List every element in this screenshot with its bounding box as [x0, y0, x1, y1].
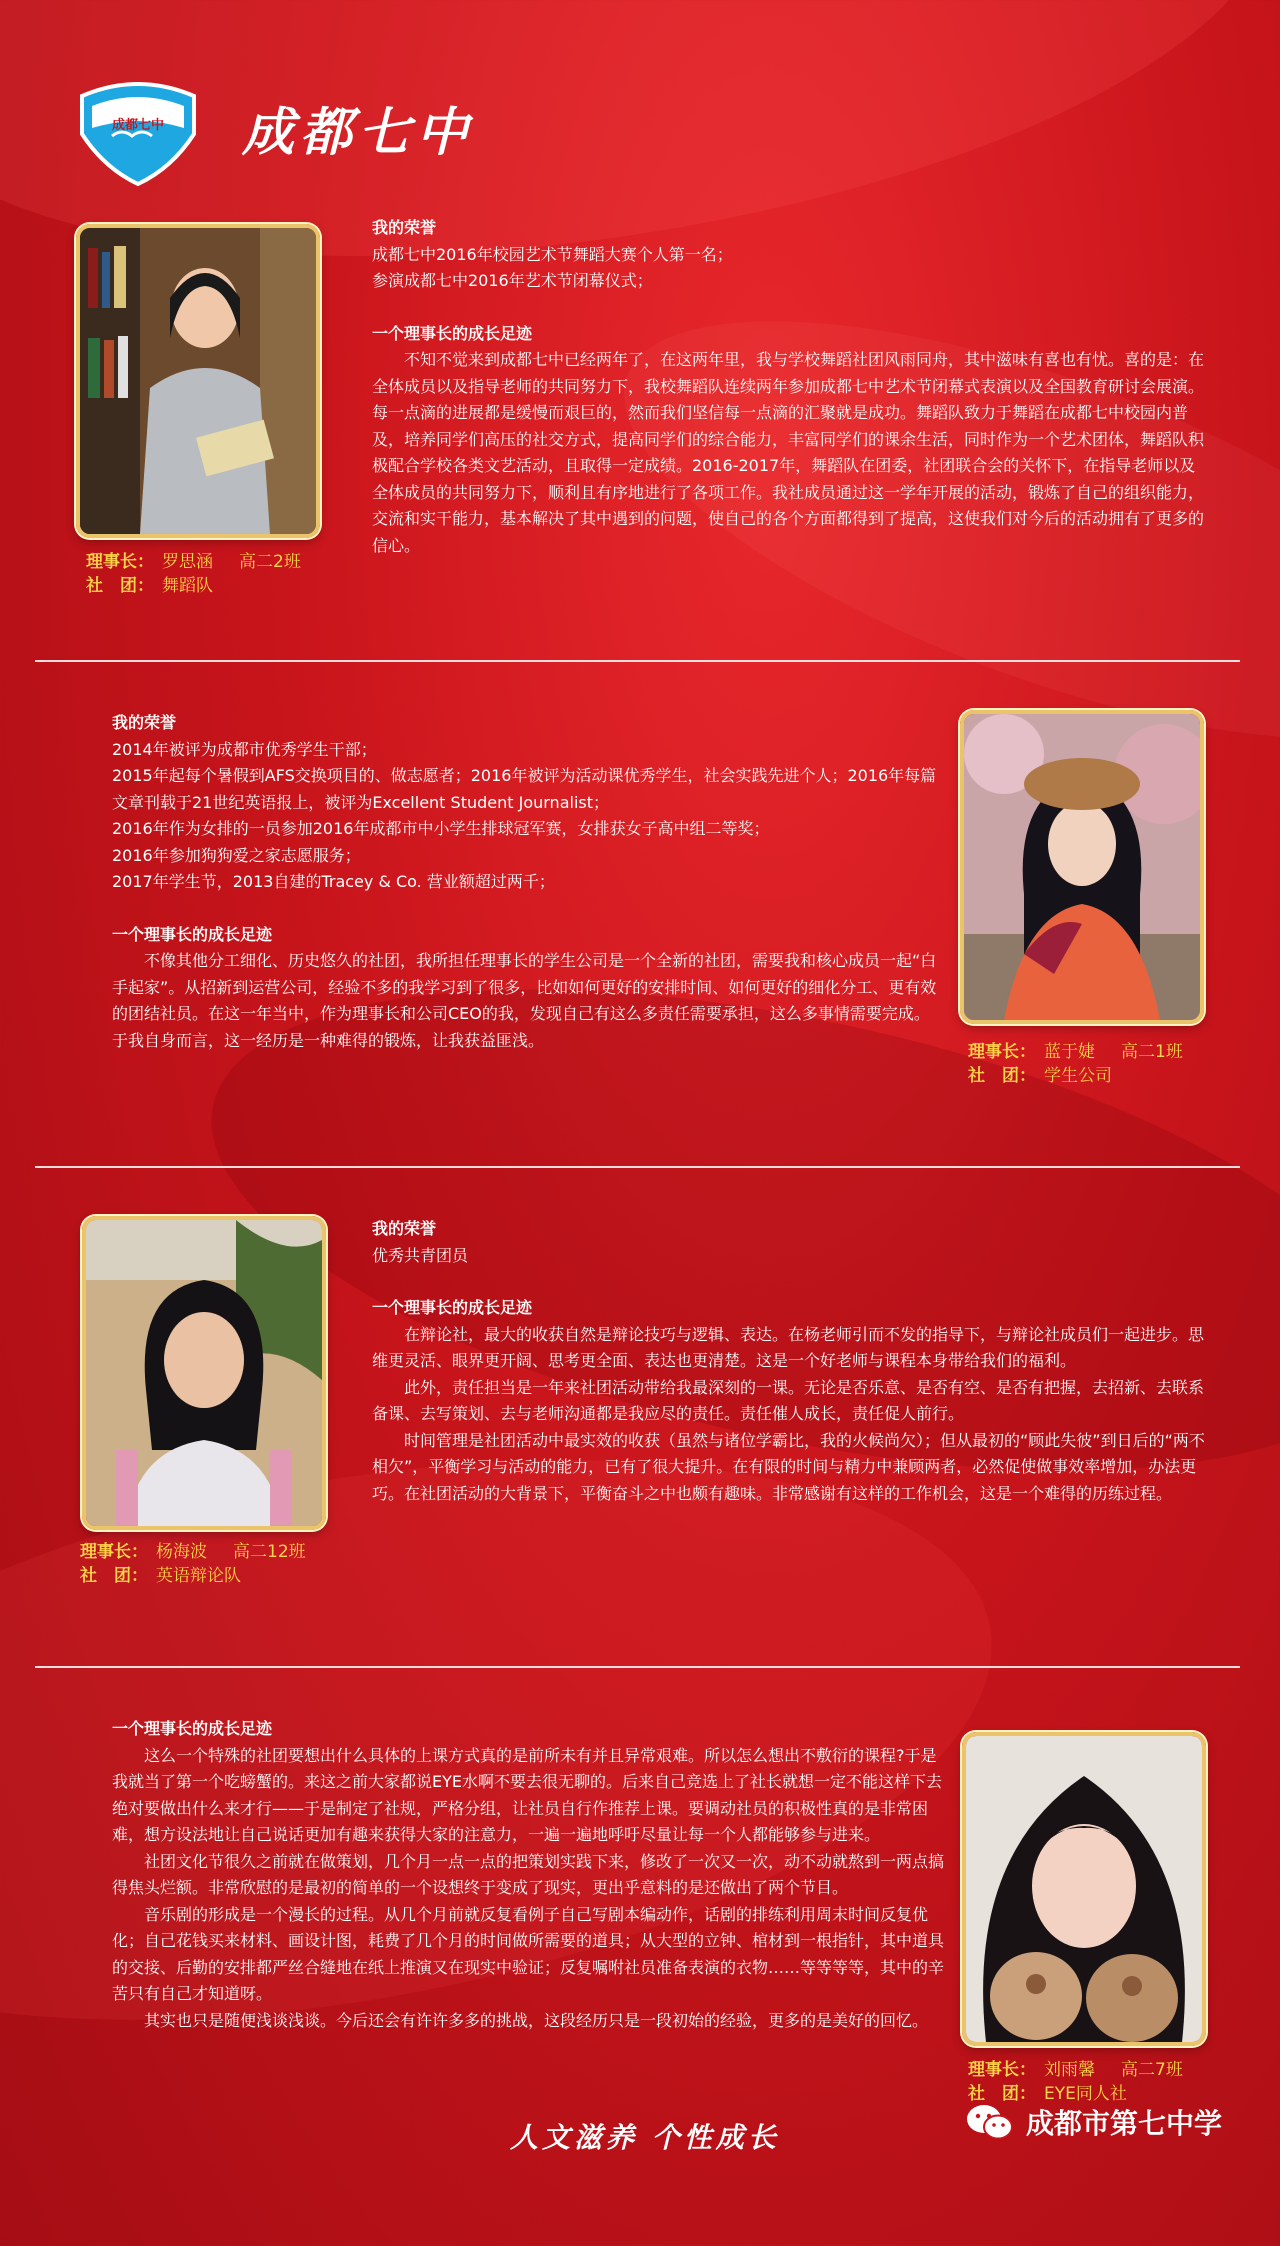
divider: [35, 1166, 1240, 1168]
leader-class: 高二1班: [1121, 1042, 1183, 1062]
leader-name: 杨海波: [156, 1542, 207, 1562]
photo-luo-sihan: [76, 224, 320, 538]
growth-paragraph: 音乐剧的形成是一个漫长的过程。从几个月前就反复看例子自己写剧本编动作，话剧的排练利用周末时间反复优化；自己花钱买来材料、画设计图，耗费了几个月的时间做所需要的道具；从大型的立钟、棺材到一根指针，其中道具的交接、后勤的安排都严丝合缝地在纸上推演又在现实中验证；反复嘱咐社员准备表演的衣物……等等等等，其中的辛苦只有自己才知道呀。: [112, 1904, 945, 2003]
honors-title: 我的荣誉: [372, 218, 437, 237]
brand-name: 成都市第七中学: [1026, 2107, 1223, 2140]
club-label: 社 团：: [80, 1566, 148, 1586]
leader-label: 理事长：: [968, 1042, 1036, 1062]
footer-brand: [964, 2092, 1222, 2152]
honor-item: 2017年学生节，2013自建的Tracey & Co. 营业额超过两千；: [112, 872, 555, 891]
growth-paragraph: 这么一个特殊的社团要想出什么具体的上课方式真的是前所未有并且异常艰难。所以怎么想出不敷衍的课程?于是我就当了第一个吃螃蟹的。来这之前大家都说EYE水啊不要去很无聊的。后来自己竞选上了社长就想一定不能这样下去绝对要做出什么来才行——于是制定了社规，严格分组，让社员自行作推荐上课。要调动社员的积极性真的是非常困难，想方设法地让自己说话更加有趣来获得大家的注意力，一遍一遍地呼吁尽量让每一个人都能够参与进来。: [112, 1745, 942, 1844]
growth-title: 一个理事长的成长足迹: [112, 1719, 273, 1738]
honor-item: 2015年起每个暑假到AFS交换项目的、做志愿者；2016年被评为活动课优秀学生，社会实践先进个人；2016年每篇文章刊载于21世纪英语报上，被评为Excellent Student Journalist；: [112, 766, 937, 812]
caption-section-2: [968, 1040, 1183, 1088]
section-2-text: [112, 710, 944, 1054]
honor-item: 2016年参加狗狗爱之家志愿服务；: [112, 845, 361, 865]
leader-label: 理事长：: [968, 2060, 1036, 2080]
club-label: 社 团：: [968, 1066, 1036, 1086]
leader-label: 理事长：: [80, 1542, 148, 1562]
growth-paragraph: 不像其他分工细化、历史悠久的社团，我所担任理事长的学生公司是一个全新的社团，需要我和核心成员一起“白手起家”。从招新到运营公司，经验不多的我学习到了很多，比如如何更好的安排时间、如何更好的细化分工、更有效的团结社员。在这一年当中，作为理事长和公司CEO的我，发现自己有这么多责任需要承担，这么多事情需要完成。于我自身而言，这一经历是一种难得的锻炼，让我获益匪浅。: [112, 951, 937, 1050]
club-name: 学生公司: [1044, 1066, 1112, 1086]
leader-class: 高二2班: [239, 552, 301, 572]
leader-name: 刘雨馨: [1044, 2060, 1095, 2080]
footer-slogan: 人文滋养 个性成长: [510, 2121, 780, 2154]
leader-class: 高二12班: [233, 1542, 306, 1562]
divider: [35, 660, 1240, 662]
club-name: 舞蹈队: [162, 576, 213, 596]
honors-title: 我的荣誉: [372, 1219, 437, 1238]
club-label: 社 团：: [968, 2084, 1036, 2104]
growth-paragraph: 此外，责任担当是一年来社团活动带给我最深刻的一课。无论是否乐意、是否有空、是否有把握，去招新、去联系备课、去写策划、去与老师沟通都是我应尽的责任。责任催人成长，责任促人前行。: [372, 1377, 1205, 1423]
growth-paragraph: 其实也只是随便浅谈浅谈。今后还会有许许多多的挑战，这段经历只是一段初始的经验，更多的是美好的回忆。: [144, 2010, 929, 2030]
wechat-icon: [964, 2102, 1016, 2142]
section-3-text: [372, 1216, 1210, 1507]
honor-item: 成都七中2016年校园艺术节舞蹈大赛个人第一名；: [372, 244, 733, 264]
divider: [35, 1666, 1240, 1668]
growth-title: 一个理事长的成长足迹: [372, 1298, 533, 1317]
growth-paragraph: 在辩论社，最大的收获自然是辩论技巧与逻辑、表达。在杨老师引而不发的指导下，与辩论社成员们一起进步。思维更灵活、眼界更开阔、思考更全面、表达也更清楚。这是一个好老师与课程本身带给我们的福利。: [372, 1324, 1205, 1370]
honor-item: 2016年作为女排的一员参加2016年成都市中小学生排球冠军赛，女排获女子高中组二等奖；: [112, 819, 770, 838]
caption-section-3: [80, 1540, 306, 1588]
leader-class: 高二7班: [1121, 2060, 1183, 2080]
section-4-text: [112, 1716, 948, 2034]
growth-paragraph: 不知不觉来到成都七中已经两年了，在这两年里，我与学校舞蹈社团风雨同舟，其中滋味有喜也有忧。喜的是：在全体成员以及指导老师的共同努力下，我校舞蹈队连续两年参加成都七中艺术节闭幕式表演以及全国教育研讨会展演。每一点滴的进展都是缓慢而艰巨的，然而我们坚信每一点滴的汇聚就是成功。舞蹈队致力于舞蹈在成都七中校园内普及，培养同学们高压的社交方式，提高同学们的综合能力，丰富同学们的课余生活，同时作为一个艺术团体，舞蹈队积极配合学校各类文艺活动，且取得一定成绩。2016-2017年，舞蹈队在团委，社团联合会的关怀下，在指导老师以及全体成员的共同努力下，顺利且有序地进行了各项工作。我社成员通过这一学年开展的活动，锻炼了自己的组织能力，交流和实干能力，基本解决了其中遇到的问题，使自己的各个方面都得到了提高，这使我们对今后的活动拥有了更多的信心。: [372, 350, 1205, 555]
header: [72, 70, 492, 180]
photo-liu-yuxin: [962, 1732, 1206, 2046]
growth-paragraph: 时间管理是社团活动中最实效的收获（虽然与诸位学霸比，我的火候尚欠）；但从最初的“顾此失彼”到日后的“两不相欠”，平衡学习与活动的能力，已有了很大提升。在有限的时间与精力中兼顾两者，必然促使做事效率增加，办法更巧。在社团活动的大背景下，平衡奋斗之中也颇有趣味。非常感谢有这样的工作机会，这是一个难得的历练过程。: [372, 1430, 1205, 1503]
page-title: 成都七中: [242, 102, 475, 163]
club-label: 社 团：: [86, 576, 154, 596]
club-name: EYE同人社: [1044, 2084, 1127, 2104]
growth-title: 一个理事长的成长足迹: [112, 924, 273, 944]
club-name: 英语辩论队: [156, 1566, 241, 1586]
honor-item: 优秀共青团员: [372, 1245, 469, 1265]
honor-item: 2014年被评为成都市优秀学生干部；: [112, 739, 377, 759]
growth-title: 一个理事长的成长足迹: [372, 323, 533, 343]
photo-lan-yujie: [960, 710, 1204, 1024]
honor-item: 参演成都七中2016年艺术节闭幕仪式；: [372, 271, 653, 290]
leader-name: 蓝于婕: [1044, 1042, 1095, 1062]
leader-label: 理事长：: [86, 552, 154, 572]
growth-paragraph: 社团文化节很久之前就在做策划，几个月一点一点的把策划实践下来，修改了一次又一次，动不动就熬到一两点搞得焦头烂额。非常欣慰的是最初的简单的一个设想终于变成了现实，更出乎意料的是还做出了两个节目。: [112, 1851, 945, 1897]
leader-name: 罗思涵: [162, 552, 213, 572]
caption-section-1: [86, 550, 301, 598]
photo-yang-haibo: [82, 1216, 326, 1530]
school-logo: [72, 76, 204, 188]
honors-title: 我的荣誉: [112, 713, 177, 732]
section-1-text: [372, 215, 1210, 559]
logo-text: 成都七中: [111, 118, 164, 133]
